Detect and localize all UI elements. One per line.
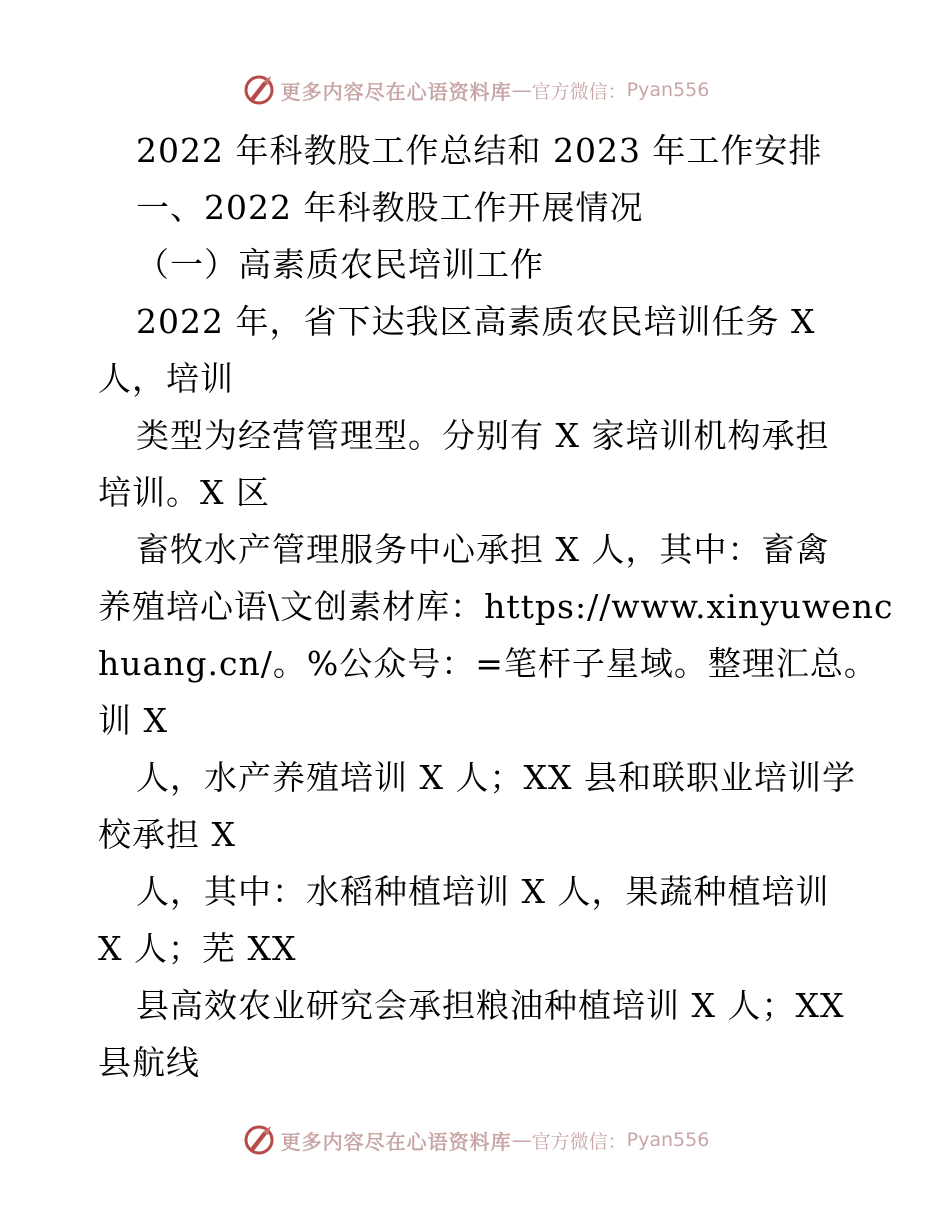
- section-heading: 一、2022 年科教股工作开展情况: [136, 188, 644, 227]
- watermark-wechat-label: 官方微信：: [531, 80, 627, 103]
- document-body: [98, 122, 894, 1091]
- paragraph-line: 县高效农业研究会承担粮油种植培训 X 人；XX: [136, 986, 845, 1025]
- watermark-dash: —: [511, 78, 532, 102]
- subsection-heading: （一）高素质农民培训工作: [136, 245, 544, 284]
- paragraph-line: huang.cn/。%公众号：=笔杆子星域。整理汇总。: [98, 644, 878, 683]
- paragraph-line: 人，水产养殖培训 X 人；XX 县和联职业培训学: [136, 758, 856, 797]
- paragraph-line: 类型为经营管理型。分别有 X 家培训机构承担: [136, 416, 830, 455]
- paragraph-line: X 人；芜 XX: [98, 929, 297, 968]
- watermark-header: [0, 70, 950, 110]
- watermark-title: 更多内容尽在心语资料库: [280, 1129, 512, 1154]
- paragraph-line: 县航线: [98, 1043, 200, 1082]
- paragraph-line: 养殖培心语\文创素材库：https://www.xinyuwenc: [98, 587, 894, 626]
- paragraph-line: 校承担 X: [98, 815, 236, 854]
- paragraph-line: 人，培训: [98, 359, 234, 398]
- paragraph-line: 畜牧水产管理服务中心承担 X 人，其中：畜禽: [136, 530, 830, 569]
- paragraph-line: 2022 年，省下达我区高素质农民培训任务 X: [136, 302, 816, 341]
- paragraph-line: 训 X: [98, 701, 168, 740]
- watermark-wechat-id: Pyan556: [626, 1129, 710, 1151]
- paragraph-line: 人，其中：水稻种植培训 X 人，果蔬种植培训: [136, 872, 830, 911]
- watermark-title: 更多内容尽在心语资料库: [280, 79, 512, 104]
- paragraph-line: 培训。X 区: [98, 473, 270, 512]
- watermark-wechat-id: Pyan556: [626, 79, 710, 101]
- quill-logo-icon: [241, 1122, 277, 1158]
- watermark-dash: —: [511, 1128, 532, 1152]
- quill-logo-icon: [241, 72, 277, 108]
- watermark-wechat-label: 官方微信：: [531, 1130, 627, 1153]
- watermark-footer: [0, 1120, 950, 1160]
- doc-title: 2022 年科教股工作总结和 2023 年工作安排: [136, 131, 823, 170]
